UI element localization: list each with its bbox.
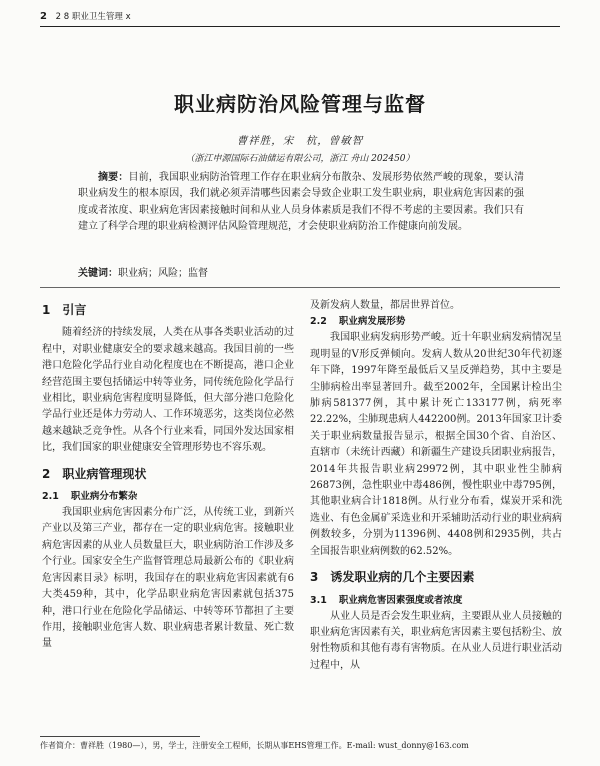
- section-heading: 2 职业病管理现状: [42, 466, 147, 481]
- affiliation: （浙江申源国际石油储运有限公司，浙江 舟山 202450）: [185, 154, 415, 164]
- section-heading: 3 诱发职业病的几个主要因素: [310, 570, 475, 585]
- paragraph: 及新发病人数量，都居世界首位。: [310, 300, 460, 311]
- section-divider: [40, 287, 560, 288]
- paragraph: 从业人员是否会发生职业病，主要跟从业人员接触的职业病危害因素有关，职业病危害因素主要包括粉尘、放射性物质和其他有毒有害物质。在从业人员进行职业活动过程中，从: [310, 610, 562, 671]
- keywords-text: 职业病；风险；监督: [118, 268, 208, 279]
- header-rule: [40, 26, 560, 27]
- abstract: [78, 170, 524, 235]
- abstract-text: 目前，我国职业病防治管理工作存在职业病分布散杂、发展形势依然严峻的现象，要认清职业病发生的根本原因，我们就必须弄清哪些因素会导致企业职工发生职业病，职业病危害因素的强度或者浓度、职业病危害因素接触时间和从业人员身体素质是我们不得不考虑的主要因素。我们只有建立了科学合理的职业病检测评估风险管理规范，才会使职业病防治工作健康向前发展。: [78, 172, 525, 232]
- journal-name: 2 8 职业卫生管理 x: [55, 12, 131, 22]
- keywords-label: 关键词：: [78, 268, 118, 279]
- left-column: [42, 298, 294, 653]
- abstract-label: 摘要：: [98, 172, 129, 183]
- running-header: [40, 10, 560, 26]
- subsection-heading: 2.2 职业病发展形势: [310, 316, 406, 328]
- section-heading: 1 引言: [42, 303, 87, 317]
- author-footnote: 作者简介：曹祥胜（1980—），男，学士，注册安全工程师，长期从事EHS管理工作。E-mail: wust_donny@163.com: [40, 741, 469, 750]
- paragraph: 我国职业病危害因素分布广泛，从传统工业，到新兴产业以及第三产业，都存在一定的职业病危害。接触职业病危害因素的从业人员数量巨大，职业病防治工作涉及多个行业。国家安全生产监督管理总局最新公布的《职业病危害因素目录》标明，我国存在的职业病危害因素就有6大类459种，其中，化学品职业病危害因素就包括375种，港口行业在危险化学品储运、中转等环节都担了主要作用，接触职业危害人数、职业病患者累计数量、死亡数量: [42, 507, 294, 650]
- keywords: [78, 264, 524, 279]
- paper-title: 职业病防治风险管理与监督: [174, 92, 426, 116]
- subsection-heading: 2.1 职业病分布繁杂: [42, 491, 138, 503]
- paragraph: 我国职业病发病形势严峻。近十年职业病发病情况呈现明显的V形反弹倾向。发病人数从20世纪30年代初逐年下降，1997年降至最低后又呈反弹趋势，其中主要是尘肺病检出率显著回升。截至2002年，全国累计检出尘肺病581377例，其中累计死亡133177例，病死率22.22%，尘肺现患病人442200例。2013年国家卫计委关于职业病数量报告显示，根据全国30个省、自治区、直辖市（未统计西藏）和新疆生产建设兵团职业病报告，2014年共报告职业病29972例，其中职业性尘肺病26873例，急性职业中毒486例，慢性职业中毒795例，其他职业病合计1818例。从行业分布看，煤炭开采和洗选业、有色金属矿采选业和开采辅助活动行业的职业病病例数较多，分别为11396例、4408例和2935例，共占全国报告职业病例数的62.52%。: [310, 332, 562, 557]
- subsection-heading: 3.1 职业病危害因素强度或者浓度: [310, 594, 463, 606]
- right-column: [310, 298, 562, 674]
- footnote-rule: [40, 736, 200, 737]
- paragraph: 随着经济的持续发展，人类在从事各类职业活动的过程中，对职业健康安全的要求越来越高。我国目前的一些港口危险化学品行业自动化程度也在不断提高，港口企业经营范围主要包括储运中转等业务，同传统危险化学品行业相比，职业病危害程度明显降低，但大部分港口危险化学品行业还是体力劳动人、工作环境恶劣，这类岗位必然越来越缺乏竞争性。从各个行业来看，同国外发达国家相比，我们国家的职业健康安全管理形势也不容乐观。: [42, 327, 294, 454]
- authors: 曹祥胜，宋 杭，曾敏智: [236, 135, 364, 147]
- page-number: 2: [40, 11, 47, 22]
